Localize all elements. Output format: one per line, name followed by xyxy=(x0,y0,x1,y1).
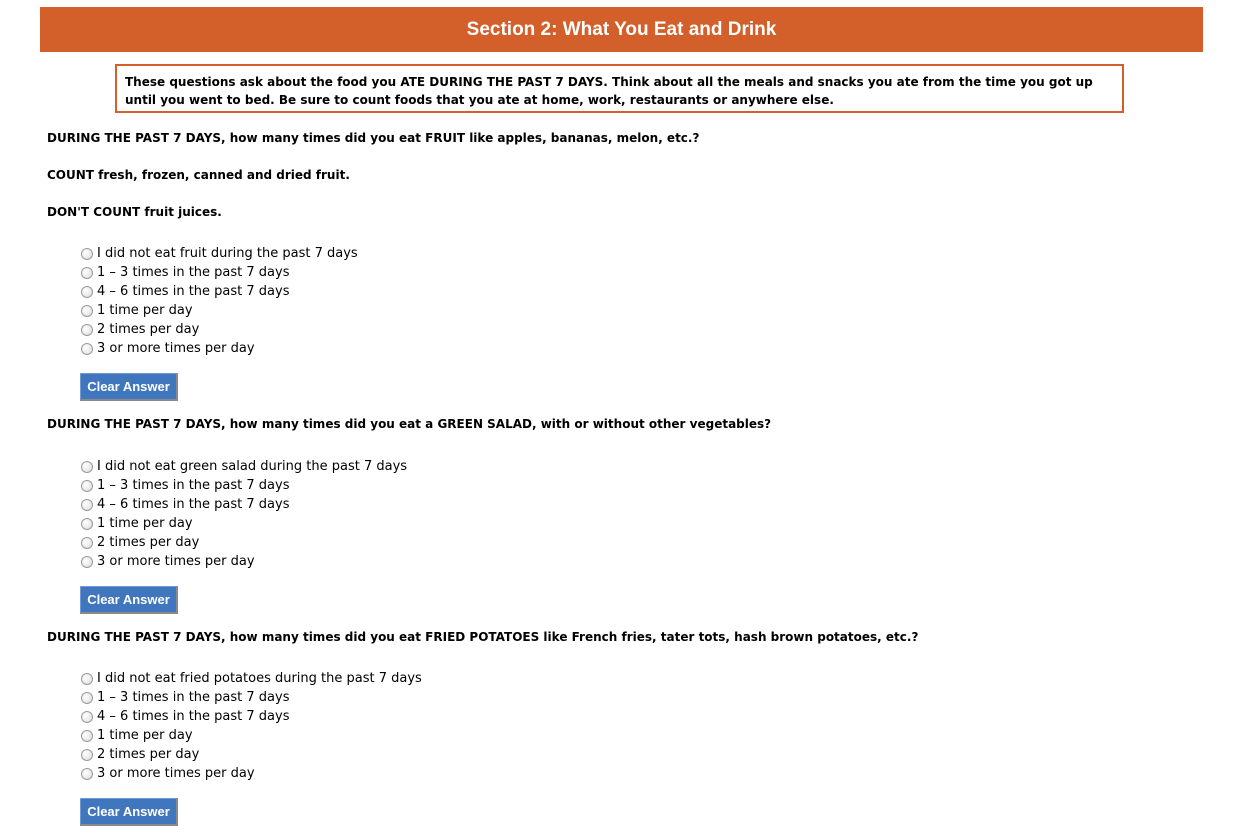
clear-answer-button-green-salad[interactable]: Clear Answer xyxy=(80,586,178,614)
option-salad-4-6-times[interactable] xyxy=(81,495,407,514)
question-fruit-text: DURING THE PAST 7 DAYS, how many times did you eat FRUIT like apples, bananas, melon, etc.? xyxy=(47,131,700,145)
radio-button[interactable] xyxy=(81,768,93,780)
question-fried-potatoes-text: DURING THE PAST 7 DAYS, how many times did you eat FRIED POTATOES like French fries, tater tots, hash brown potatoes, etc.? xyxy=(47,630,919,644)
clear-answer-button-fruit[interactable]: Clear Answer xyxy=(80,373,178,401)
option-label: 2 times per day xyxy=(97,535,200,550)
option-potatoes-2-per-day[interactable] xyxy=(81,745,422,764)
radio-button[interactable] xyxy=(81,305,93,317)
radio-button[interactable] xyxy=(81,711,93,723)
clear-answer-button-fried-potatoes[interactable]: Clear Answer xyxy=(80,798,178,826)
radio-button[interactable] xyxy=(81,749,93,761)
option-potatoes-3-plus-per-day[interactable] xyxy=(81,764,422,783)
option-label: 1 – 3 times in the past 7 days xyxy=(97,478,290,493)
option-potatoes-1-3-times[interactable] xyxy=(81,688,422,707)
question-fruit-count-note: COUNT fresh, frozen, canned and dried fruit. xyxy=(47,168,350,182)
section-title: Section 2: What You Eat and Drink xyxy=(40,7,1203,52)
option-potatoes-1-per-day[interactable] xyxy=(81,726,422,745)
option-label: 1 time per day xyxy=(97,516,193,531)
radio-button[interactable] xyxy=(81,286,93,298)
option-label: 3 or more times per day xyxy=(97,554,255,569)
option-fruit-1-3-times[interactable] xyxy=(81,263,358,282)
option-fruit-4-6-times[interactable] xyxy=(81,282,358,301)
radio-button[interactable] xyxy=(81,556,93,568)
option-label: 2 times per day xyxy=(97,747,200,762)
question-fruit-dont-count-note: DON'T COUNT fruit juices. xyxy=(47,205,222,219)
option-potatoes-4-6-times[interactable] xyxy=(81,707,422,726)
radio-button[interactable] xyxy=(81,267,93,279)
intro-instructions: These questions ask about the food you ATE DURING THE PAST 7 DAYS. Think about all the meals and snacks you ate from the time you got up until you went to bed. Be sure to count foods that you ate at home, work, restaurants or anywhere else. xyxy=(115,64,1124,113)
option-label: 4 – 6 times in the past 7 days xyxy=(97,497,290,512)
option-label: 1 – 3 times in the past 7 days xyxy=(97,265,290,280)
option-fruit-1-per-day[interactable] xyxy=(81,301,358,320)
option-label: 2 times per day xyxy=(97,322,200,337)
option-label: 3 or more times per day xyxy=(97,341,255,356)
option-label: 4 – 6 times in the past 7 days xyxy=(97,709,290,724)
option-salad-1-3-times[interactable] xyxy=(81,476,407,495)
question-fried-potatoes-options xyxy=(81,669,422,783)
question-green-salad-options xyxy=(81,457,407,571)
option-fruit-none[interactable] xyxy=(81,244,358,263)
option-salad-3-plus-per-day[interactable] xyxy=(81,552,407,571)
radio-button[interactable] xyxy=(81,518,93,530)
radio-button[interactable] xyxy=(81,480,93,492)
option-label: 3 or more times per day xyxy=(97,766,255,781)
option-salad-2-per-day[interactable] xyxy=(81,533,407,552)
radio-button[interactable] xyxy=(81,673,93,685)
option-salad-none[interactable] xyxy=(81,457,407,476)
option-fruit-3-plus-per-day[interactable] xyxy=(81,339,358,358)
radio-button[interactable] xyxy=(81,730,93,742)
radio-button[interactable] xyxy=(81,343,93,355)
option-potatoes-none[interactable] xyxy=(81,669,422,688)
option-label: 4 – 6 times in the past 7 days xyxy=(97,284,290,299)
radio-button[interactable] xyxy=(81,692,93,704)
option-salad-1-per-day[interactable] xyxy=(81,514,407,533)
question-green-salad-text: DURING THE PAST 7 DAYS, how many times did you eat a GREEN SALAD, with or without other vegetables? xyxy=(47,417,772,431)
option-label: 1 time per day xyxy=(97,303,193,318)
question-fruit-options xyxy=(81,244,358,358)
radio-button[interactable] xyxy=(81,324,93,336)
radio-button[interactable] xyxy=(81,499,93,511)
radio-button[interactable] xyxy=(81,248,93,260)
option-label: I did not eat fried potatoes during the past 7 days xyxy=(97,671,422,686)
option-label: 1 – 3 times in the past 7 days xyxy=(97,690,290,705)
option-label: I did not eat green salad during the past 7 days xyxy=(97,459,408,474)
option-label: I did not eat fruit during the past 7 days xyxy=(97,246,358,261)
radio-button[interactable] xyxy=(81,537,93,549)
radio-button[interactable] xyxy=(81,461,93,473)
option-fruit-2-per-day[interactable] xyxy=(81,320,358,339)
option-label: 1 time per day xyxy=(97,728,193,743)
